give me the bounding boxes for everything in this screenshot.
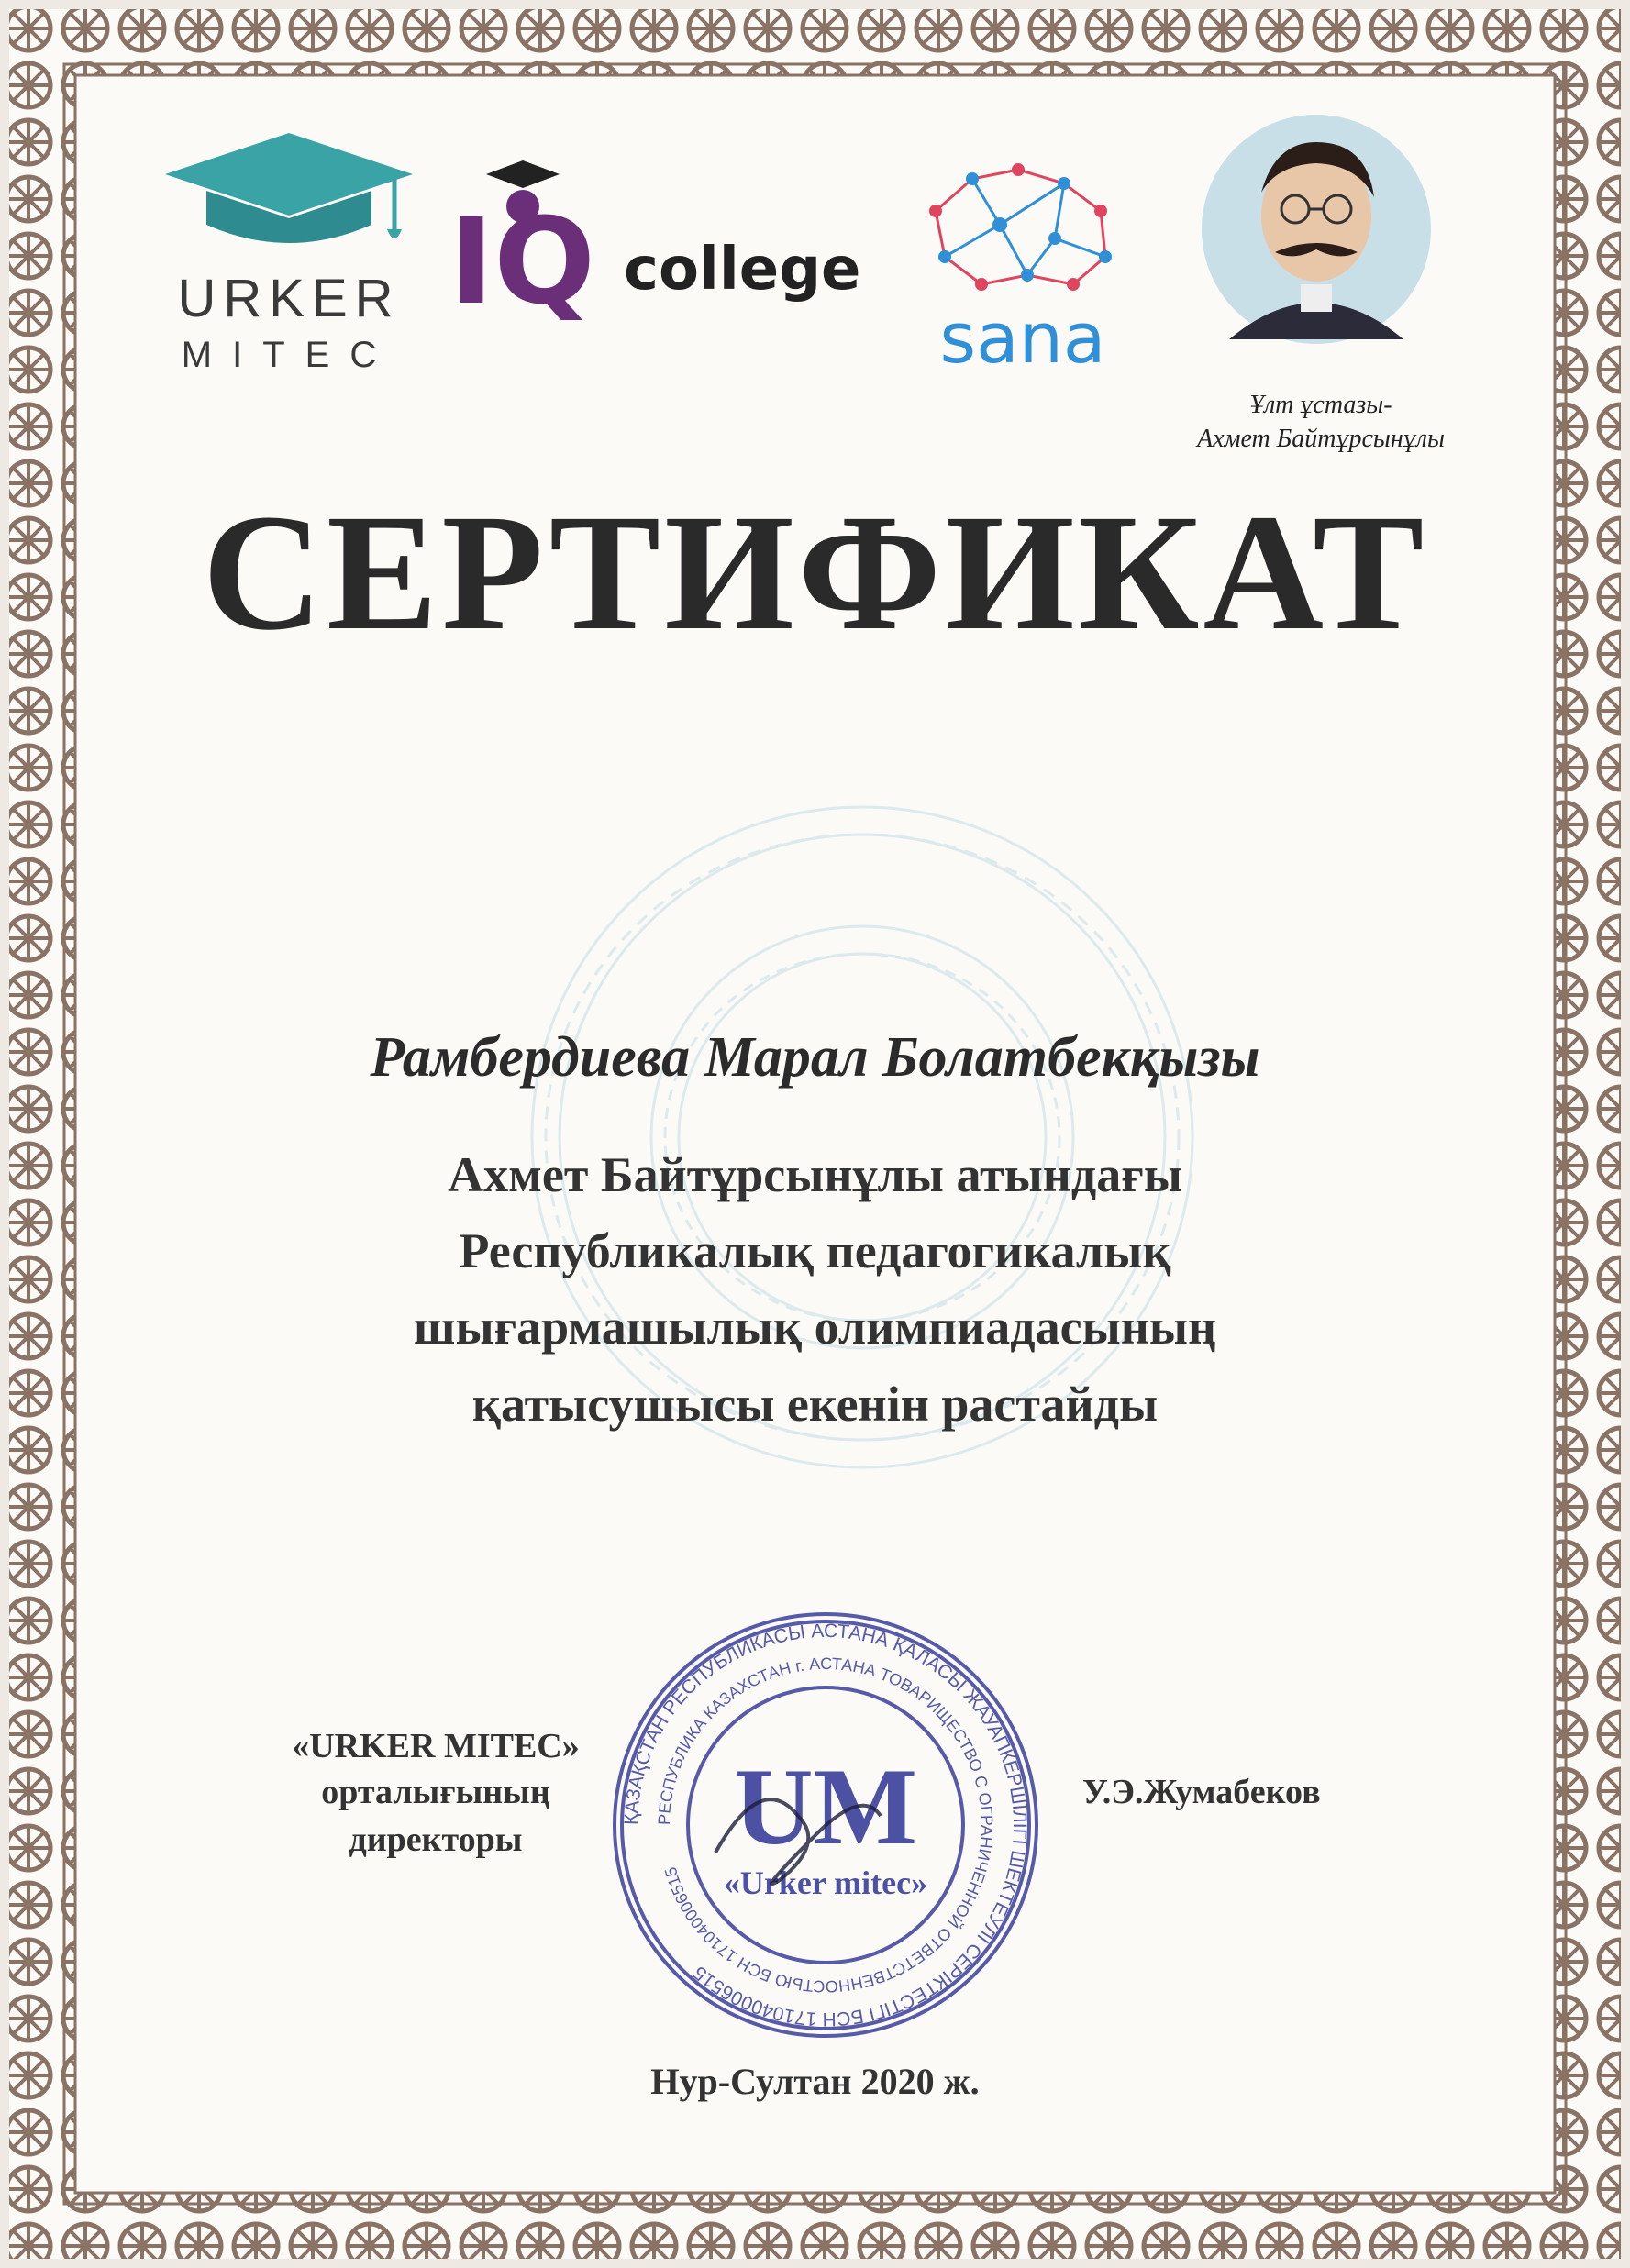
body-line-2: Республикалық педагогикалық xyxy=(459,1223,1171,1278)
stamp-ring-inner: РЕСПУБЛИКА КАЗАХСТАН г. АСТАНА ТОВАРИЩЕСТВО С ОГРАНИЧЕННОЙ ОТВЕТСТВЕННОСТЬЮ БСН 171040006515 xyxy=(654,1654,997,1997)
director-org: «URKER MITEC» xyxy=(292,1727,580,1765)
recipient-name: Рамбердиева Марал Болатбекқызы xyxy=(370,1026,1260,1089)
stamp-name: «Urker mitec» xyxy=(723,1864,928,1901)
certificate-title: СЕРТИФИКАТ xyxy=(202,481,1428,665)
stamp-ring-outer: ҚАЗАҚСТАН РЕСПУБЛИКАСЫ АСТАНА ҚАЛАСЫ ЖАУАПКЕРШІЛІГІ ШЕКТЕУЛІ СЕРІКТЕСТІГІ БСН 171040006515 xyxy=(620,1620,1031,2030)
director-line2: орталығының xyxy=(321,1773,550,1811)
urker-mitec-logo xyxy=(138,110,440,385)
iq-college-logo xyxy=(440,156,862,330)
body-line-4: қатысушысы екенін растайды xyxy=(471,1377,1159,1432)
sana-word: sana xyxy=(939,297,1106,376)
body-line-3: шығармашылық олимпиадасының xyxy=(413,1300,1217,1355)
iq-mark: IQ xyxy=(449,192,595,330)
iq-college-word: college xyxy=(624,236,861,304)
portrait-caption-line2: Ахмет Байтұрсынұлы xyxy=(1197,425,1445,453)
sana-logo xyxy=(908,156,1137,376)
director-title: директоры xyxy=(349,1820,523,1859)
official-stamp xyxy=(605,1605,1046,2045)
urker-word: URKER xyxy=(177,269,401,328)
mitec-word: MITEC xyxy=(181,335,397,375)
footer-place-date: Нур-Султан 2020 ж. xyxy=(650,2061,980,2102)
signer-name: У.Э.Жумабеков xyxy=(1082,1773,1321,1811)
body-line-1: Ахмет Байтұрсынұлы атындағы xyxy=(448,1147,1182,1202)
stamp-center: UM xyxy=(734,1745,917,1867)
portrait-illustration xyxy=(1192,110,1440,348)
portrait-caption-line1: Ұлт ұстазы- xyxy=(1249,391,1392,419)
